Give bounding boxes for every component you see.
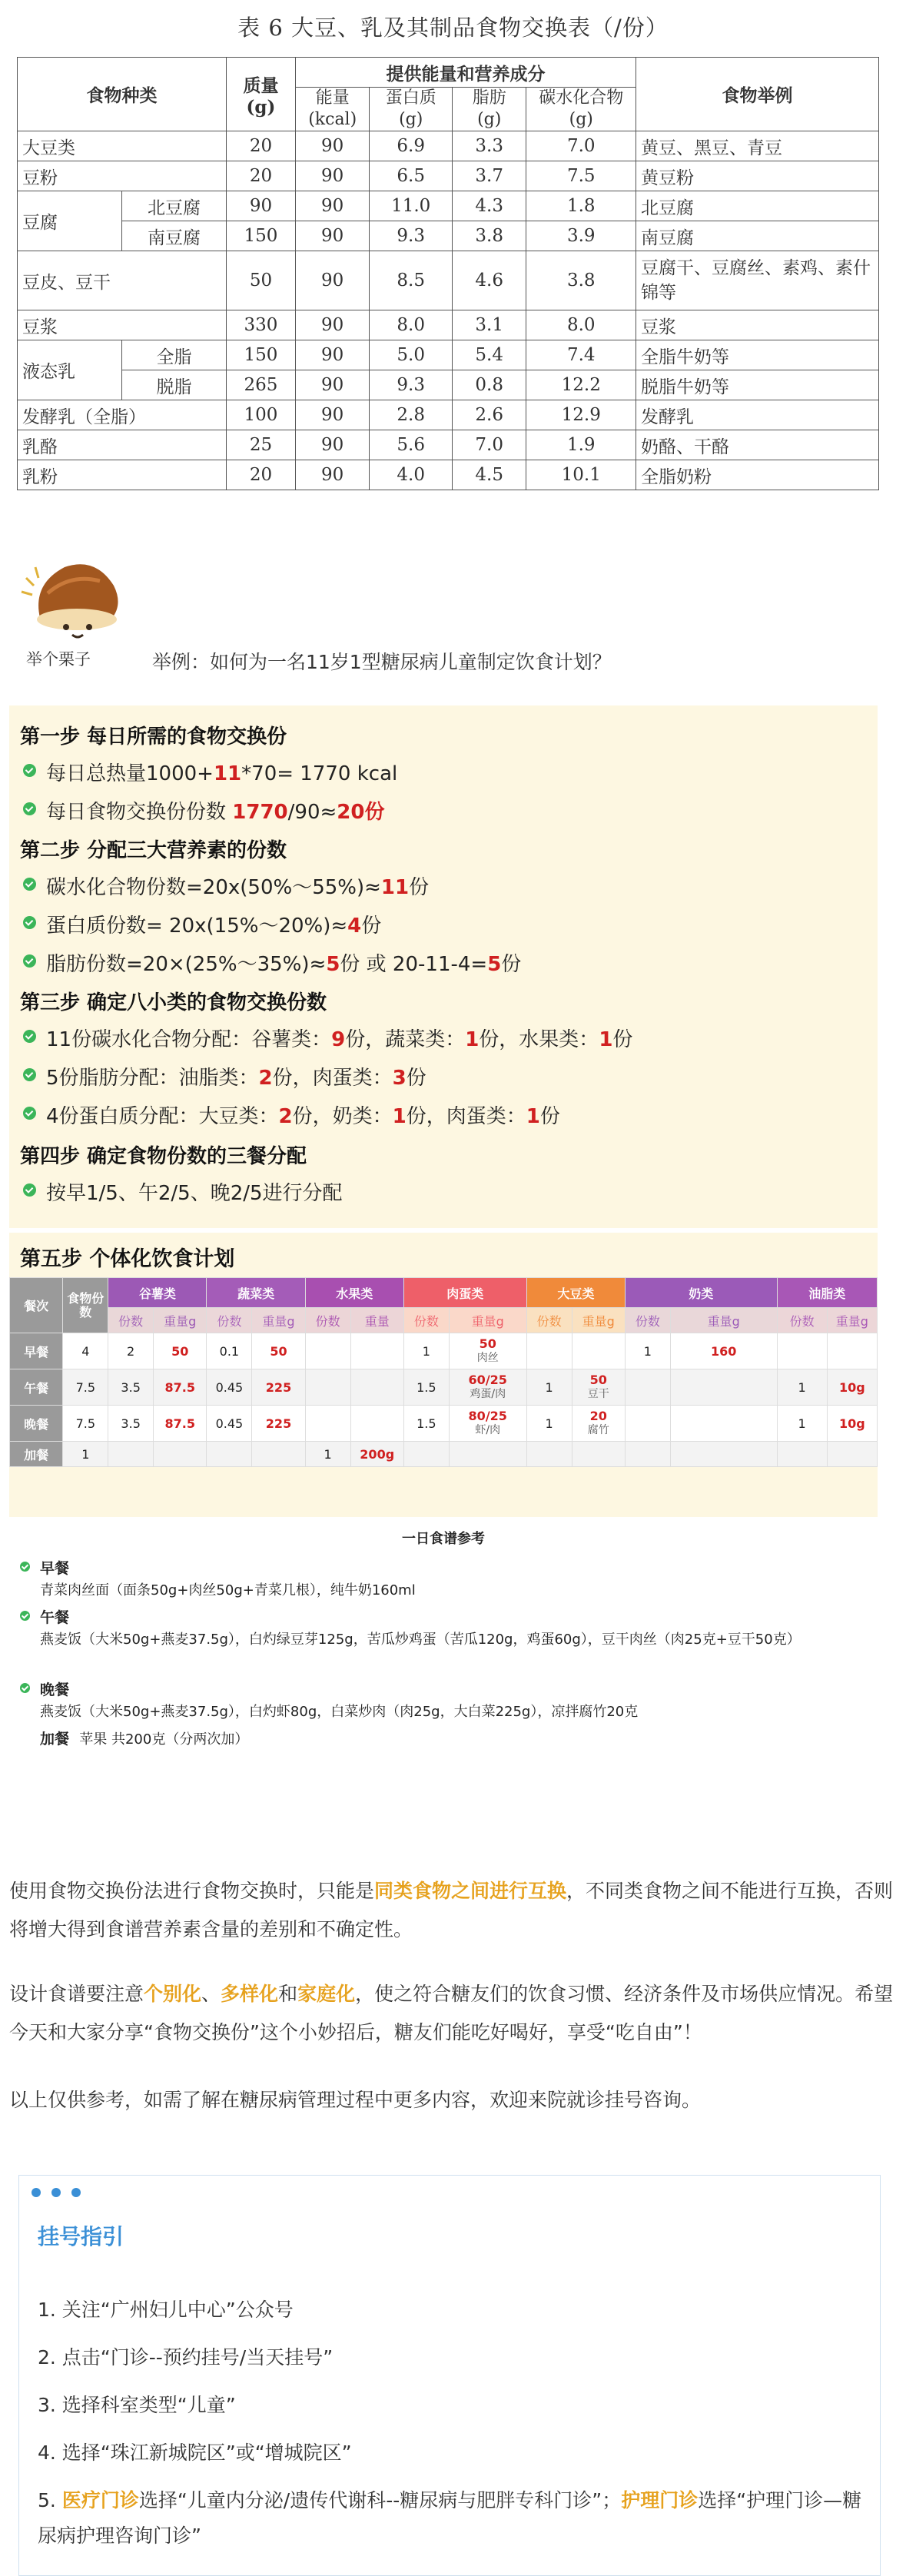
table-row: 豆皮、豆干 50 90 8.5 4.6 3.8 豆腐干、豆腐丝、素鸡、素什锦等 <box>18 251 879 310</box>
daily-menu <box>9 1517 878 1755</box>
check-icon <box>23 878 36 891</box>
col-meat: 肉蛋类 <box>403 1278 526 1308</box>
check-icon <box>23 916 36 929</box>
lunch-label: 午餐 <box>40 1609 70 1626</box>
paragraph-exchange-rule: 使用食物交换份法进行食物交换时，只能是同类食物之间进行互换，不同类食物之间不能进行互换，否则将增大得到食谱营养素含量的差别和不确定性。 <box>9 1880 894 1940</box>
check-icon <box>23 1183 36 1197</box>
header-examples: 食物举例 <box>636 58 879 131</box>
check-icon <box>23 764 36 777</box>
step5-title: 第五步 个体化饮食计划 <box>20 1247 235 1271</box>
table-row: 豆腐 北豆腐 90 90 11.0 4.3 1.8 北豆腐 <box>18 191 879 221</box>
registration-step-3: 3. 选择科室类型“儿童” <box>38 2394 236 2416</box>
table-row: 液态乳 全脂 150 90 5.0 5.4 7.4 全脂牛奶等 <box>18 340 879 370</box>
dinner-text: 燕麦饭（大米50g+燕麦37.5g），白灼虾80g，白菜炒肉（肉25g，大白菜225g），凉拌腐竹20克 <box>40 1704 639 1720</box>
registration-step-5: 5. 医疗门诊选择“儿童内分泌/遗传代谢科--糖尿病与肥胖专科门诊”；护理门诊选择“护理门诊—糖尿病护理咨询门诊” <box>38 2489 862 2547</box>
table-row: 乳粉 20 90 4.0 4.5 10.1 全脂奶粉 <box>18 460 879 490</box>
col-veg: 蔬菜类 <box>207 1278 305 1308</box>
col-oil: 油脂类 <box>777 1278 877 1308</box>
dot-icon <box>51 2188 61 2197</box>
menu-title: 一日食谱参考 <box>402 1531 485 1547</box>
header-protein: 蛋白质 (g) <box>370 88 452 131</box>
diet-plan-table: 餐次 食物份数 谷薯类 蔬菜类 水果类 肉蛋类 大豆类 奶类 油脂类 份数 重量g 份数 重量g 份数 重量 份数 重量g 份数 重量g 份数 重量g 份数 重量g 早餐 4 2 50 0.1 50 1 50 肉丝 1 160 午餐 7.5 3.5 87.5 0.45 225 1.5 60/25 鸡蛋/肉 1 50 豆干 1 10g 晚餐 7.5 3.5 87.5 0.45 225 1.5 80/25 虾/肉 1 20 腐竹 1 10g 加餐 1 1 200g <box>9 1277 878 1467</box>
chestnut-mascot-icon <box>17 547 132 662</box>
registration-step-1: 1. 关注“广州妇儿中心”公众号 <box>38 2299 294 2321</box>
table-row: 加餐 1 1 200g <box>10 1442 878 1467</box>
check-icon <box>23 1030 36 1043</box>
step2-title: 第二步 分配三大营养素的份数 <box>20 839 287 862</box>
step4-item-1: 按早1/5、午2/5、晚2/5进行分配 <box>46 1182 343 1205</box>
check-icon <box>23 1107 36 1120</box>
header-food-type: 食物种类 <box>18 58 227 131</box>
example-question: 举例：如何为一名11岁1型糖尿病儿童制定饮食计划？ <box>152 651 612 673</box>
table-row: 豆粉 20 90 6.5 3.7 7.5 黄豆粉 <box>18 161 879 191</box>
registration-guide <box>18 2175 881 2576</box>
step4-title: 第四步 确定食物份数的三餐分配 <box>20 1145 307 1168</box>
registration-title: 挂号指引 <box>38 2224 124 2249</box>
table-row: 早餐 4 2 50 0.1 50 1 50 肉丝 1 160 <box>10 1333 878 1369</box>
table-row: 发酵乳（全脂） 100 90 2.8 2.6 12.9 发酵乳 <box>18 400 879 430</box>
col-fruit: 水果类 <box>305 1278 403 1308</box>
registration-step-4: 4. 选择“珠江新城院区”或“增城院区” <box>38 2442 352 2464</box>
table-title: 表 6 大豆、乳及其制品食物交换表（/份） <box>237 15 669 41</box>
table-row: 晚餐 7.5 3.5 87.5 0.45 225 1.5 80/25 虾/肉 1 20 腐竹 1 10g <box>10 1406 878 1442</box>
check-icon <box>20 1611 30 1621</box>
step1-item-2: 每日食物交换份份数 1770/90≈20份 <box>46 801 385 824</box>
col-milk: 奶类 <box>625 1278 777 1308</box>
check-icon <box>23 954 36 968</box>
col-portions: 食物份数 <box>63 1278 108 1333</box>
header-carb: 碳水化合物 (g) <box>526 88 636 131</box>
col-meal: 餐次 <box>10 1278 63 1333</box>
table-row: 豆浆 330 90 8.0 3.1 8.0 豆浆 <box>18 310 879 340</box>
table-row: 乳酪 25 90 5.6 7.0 1.9 奶酪、干酪 <box>18 430 879 460</box>
dot-icon <box>32 2188 41 2197</box>
breakfast-text: 青菜肉丝面（面条50g+肉丝50g+青菜几根），纯牛奶160ml <box>40 1582 416 1598</box>
col-soy: 大豆类 <box>526 1278 625 1308</box>
registration-step-2: 2. 点击“门诊--预约挂号/当天挂号” <box>38 2346 334 2369</box>
lunch-text: 燕麦饭（大米50g+燕麦37.5g），白灼绿豆芽125g，苦瓜炒鸡蛋（苦瓜120g，鸡蛋60g），豆干肉丝（肉25克+豆干50克） <box>40 1632 801 1648</box>
snack-row: 加餐 苹果 共200克（分两次加） <box>40 1731 249 1748</box>
breakfast-label: 早餐 <box>40 1560 70 1577</box>
header-mass: 质量 (g) <box>227 58 296 131</box>
step2-item-3: 脂肪份数=20×(25%～35%)≈5份 或 20-11-4=5份 <box>46 953 522 976</box>
col-grain: 谷薯类 <box>108 1278 207 1308</box>
step3-item-1: 11份碳水化合物分配：谷薯类：9份，蔬菜类：1份，水果类：1份 <box>46 1028 633 1051</box>
table-row: 午餐 7.5 3.5 87.5 0.45 225 1.5 60/25 鸡蛋/肉 1 50 豆干 1 10g <box>10 1369 878 1406</box>
dinner-label: 晚餐 <box>40 1681 70 1698</box>
header-fat: 脂肪 (g) <box>452 88 526 131</box>
table-row: 大豆类 20 90 6.9 3.3 7.0 黄豆、黑豆、青豆 <box>18 131 879 161</box>
step5-panel <box>9 1233 878 1755</box>
step1-title: 第一步 每日所需的食物交换份 <box>20 725 287 749</box>
check-icon <box>23 802 36 815</box>
check-icon <box>23 1068 36 1081</box>
step2-item-2: 蛋白质份数= 20x(15%～20%)≈4份 <box>46 915 382 938</box>
table-row: 南豆腐 150 90 9.3 3.8 3.9 南豆腐 <box>18 221 879 251</box>
mascot-label: 举个栗子 <box>26 650 91 669</box>
table-row: 脱脂 265 90 9.3 0.8 12.2 脱脂牛奶等 <box>18 370 879 400</box>
step3-title: 第三步 确定八小类的食物交换份数 <box>20 991 327 1014</box>
soy-dairy-exchange-table <box>17 57 879 490</box>
header-nutrition-group: 提供能量和营养成分 <box>295 58 636 88</box>
header-energy: 能量 (kcal) <box>295 88 370 131</box>
step3-item-3: 4份蛋白质分配：大豆类：2份，奶类：1份，肉蛋类：1份 <box>46 1105 560 1128</box>
step2-item-1: 碳水化合物份数=20x(50%～55%)≈11份 <box>46 876 430 899</box>
paragraph-menu-design: 设计食谱要注意个别化、多样化和家庭化，使之符合糖友们的饮食习惯、经济条件及市场供应情况。希望今天和大家分享“食物交换份”这个小妙招后，糖友们能吃好喝好，享受“吃自由”！ <box>9 1983 894 2043</box>
step1-item-1: 每日总热量1000+11*70= 1770 kcal <box>46 762 398 785</box>
steps-panel <box>9 705 878 1228</box>
dot-icon <box>71 2188 81 2197</box>
check-icon <box>20 1683 30 1693</box>
step3-item-2: 5份脂肪分配：油脂类：2份，肉蛋类：3份 <box>46 1067 426 1090</box>
paragraph-consult: 以上仅供参考，如需了解在糖尿病管理过程中更多内容，欢迎来院就诊挂号咨询。 <box>9 2089 702 2111</box>
check-icon <box>20 1562 30 1572</box>
